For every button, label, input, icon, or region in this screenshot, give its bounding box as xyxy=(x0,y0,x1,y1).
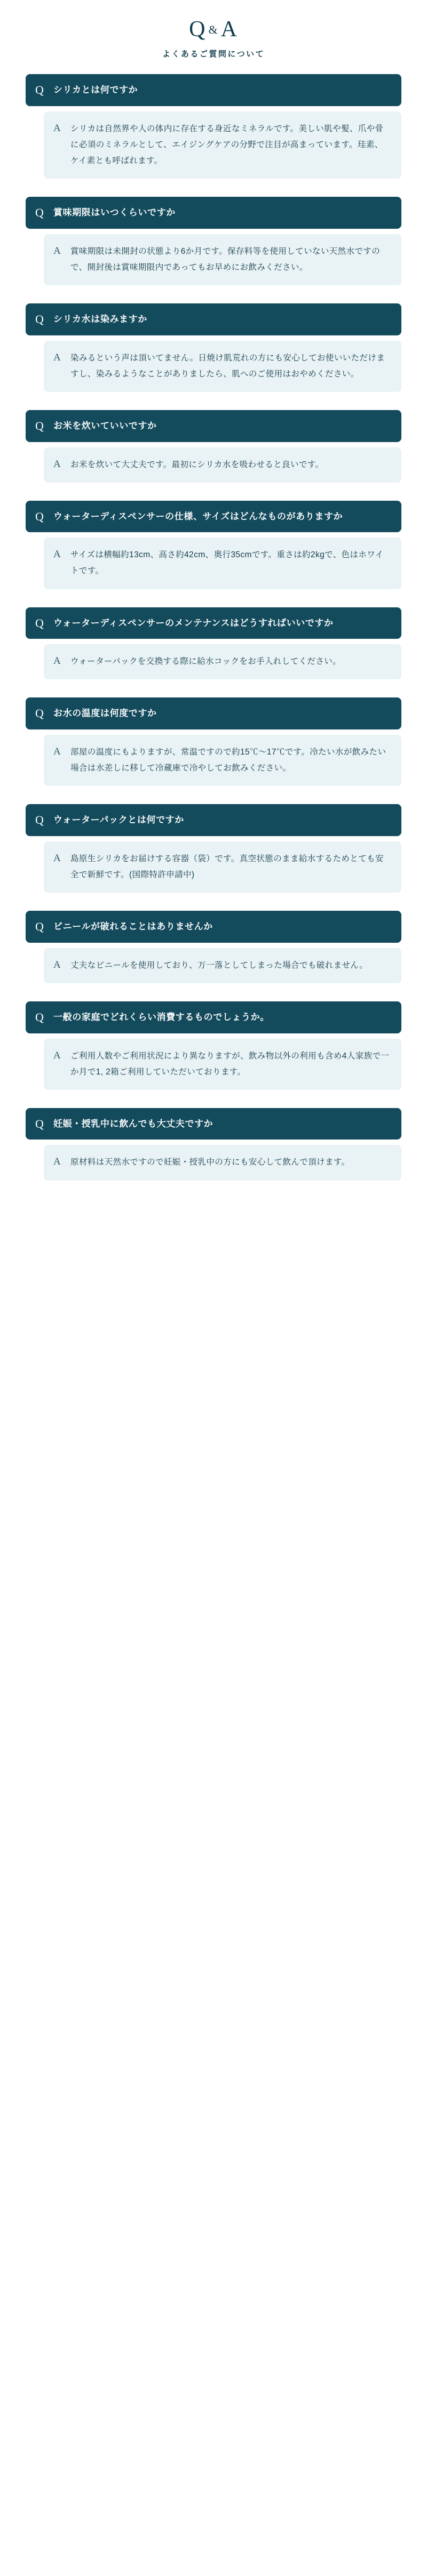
faq-answer xyxy=(44,735,401,786)
faq-answer-text: 島原生シリカをお届けする容器（袋）です。真空状態のまま給水するためとても安全で新鮮です。(国際特許申請中) xyxy=(70,854,384,880)
faq-question[interactable] xyxy=(26,607,401,639)
faq-answer xyxy=(44,841,401,893)
question-mark-label: Q xyxy=(35,1010,44,1024)
answer-mark-label: A xyxy=(53,655,61,667)
faq-question[interactable] xyxy=(26,911,401,943)
question-mark-label: Q xyxy=(35,707,44,720)
faq-question[interactable] xyxy=(26,410,401,442)
faq-answer xyxy=(44,447,401,483)
question-mark-label: Q xyxy=(35,813,44,827)
faq-answer-text: ご利用人数やご利用状況により異なりますが、飲み物以外の利用も含め4人家族で一か月で1, 2箱ご利用していただいております。 xyxy=(70,1051,390,1077)
question-mark-label: Q xyxy=(35,419,44,433)
faq-item xyxy=(26,303,401,392)
question-mark-label: Q xyxy=(35,83,44,97)
faq-answer xyxy=(44,341,401,392)
faq-item xyxy=(26,911,401,983)
faq-answer xyxy=(44,234,401,285)
faq-question-text: シリカとは何ですか xyxy=(53,85,138,95)
page-title-a: A xyxy=(220,17,238,42)
faq-item xyxy=(26,804,401,893)
page-title-ampersand: & xyxy=(208,23,219,36)
faq-answer-text: 染みるという声は頂いてません。日焼け肌荒れの方にも安心してお使いいただけますし、染みるようなことがありましたら、肌へのご使用はおやめください。 xyxy=(70,353,385,379)
question-mark-label: Q xyxy=(35,616,44,630)
faq-question[interactable] xyxy=(26,74,401,106)
page-header xyxy=(0,0,427,69)
faq-answer xyxy=(44,537,401,589)
faq-answer-text: 丈夫なビニールを使用しており、万一落としてしまった場合でも破れません。 xyxy=(70,960,368,970)
faq-item xyxy=(26,197,401,285)
page-title xyxy=(189,18,238,41)
faq-question[interactable] xyxy=(26,697,401,729)
answer-mark-label: A xyxy=(53,351,61,363)
faq-question[interactable] xyxy=(26,1001,401,1033)
faq-question-text: お米を炊いていいですか xyxy=(53,421,157,431)
faq-question-text: ウォーターディスペンサーのメンテナンスはどうすればいいですか xyxy=(53,617,334,628)
faq-item xyxy=(26,410,401,483)
question-mark-label: Q xyxy=(35,312,44,326)
faq-question[interactable] xyxy=(26,303,401,335)
faq-item xyxy=(26,74,401,179)
faq-question-text: 賞味期限はいつくらいですか xyxy=(53,207,176,218)
question-mark-label: Q xyxy=(35,206,44,220)
faq-question[interactable] xyxy=(26,501,401,533)
faq-answer xyxy=(44,1145,401,1180)
faq-item xyxy=(26,607,401,680)
faq-answer-text: シリカは自然界や人の体内に存在する身近なミネラルです。美しい肌や髪、爪や骨に必須のミネラルとして、エイジングケアの分野で注目が高まっています。珪素、ケイ素とも呼ばれます。 xyxy=(70,124,384,165)
faq-answer xyxy=(44,1039,401,1090)
faq-question-text: ウォーターパックとは何ですか xyxy=(53,815,184,825)
faq-item xyxy=(26,501,401,589)
page-title-q: Q xyxy=(189,17,207,42)
faq-answer-text: 原材料は天然水ですので妊娠・授乳中の方にも安心して飲んで頂けます。 xyxy=(70,1158,350,1167)
faq-question-text: ウォーターディスペンサーの仕様、サイズはどんなものがありますか xyxy=(53,511,343,521)
faq-question-text: ビニールが破れることはありませんか xyxy=(53,921,213,932)
question-mark-label: Q xyxy=(35,920,44,934)
faq-question-text: シリカ水は染みますか xyxy=(53,314,147,325)
answer-mark-label: A xyxy=(53,745,61,757)
answer-mark-label: A xyxy=(53,959,61,970)
answer-mark-label: A xyxy=(53,549,61,560)
faq-answer-text: 賞味期限は未開封の状態より6か月です。保存料等を使用していない天然水ですので、開封後は賞味期限内であってもお早めにお飲みください。 xyxy=(70,246,381,272)
faq-answer-text: ウォーターパックを交換する際に給水コックをお手入れしてください。 xyxy=(70,657,342,667)
answer-mark-label: A xyxy=(53,245,61,256)
faq-answer xyxy=(44,644,401,679)
answer-mark-label: A xyxy=(53,852,61,864)
answer-mark-label: A xyxy=(53,1156,61,1168)
faq-list xyxy=(0,69,427,1231)
faq-question[interactable] xyxy=(26,804,401,836)
faq-item xyxy=(26,1108,401,1181)
faq-answer-text: 部屋の温度にもよりますが、常温ですので約15℃～17℃です。冷たい水が飲みたい場合は水差しに移して冷蔵庫で冷やしてお飲みください。 xyxy=(70,747,386,773)
faq-answer xyxy=(44,111,401,179)
question-mark-label: Q xyxy=(35,1117,44,1130)
faq-question[interactable] xyxy=(26,1108,401,1140)
faq-question-text: お水の温度は何度ですか xyxy=(53,708,157,719)
faq-answer-text: お米を炊いて大丈夫です。最初にシリカ水を吸わせると良いです。 xyxy=(70,460,324,469)
faq-question-text: 一般の家庭でどれくらい消費するものでしょうか。 xyxy=(53,1012,270,1022)
faq-item xyxy=(26,1001,401,1090)
answer-mark-label: A xyxy=(53,1049,61,1061)
faq-question-text: 妊娠・授乳中に飲んでも大丈夫ですか xyxy=(53,1118,213,1129)
faq-answer xyxy=(44,948,401,983)
page-subtitle: よくあるご質問について xyxy=(162,50,265,59)
faq-item xyxy=(26,697,401,786)
faq-answer-text: サイズは横幅約13cm、高さ約42cm、奥行35cmです。重さは約2kgで、色はホワイトです。 xyxy=(70,550,384,576)
question-mark-label: Q xyxy=(35,509,44,523)
answer-mark-label: A xyxy=(53,458,61,470)
faq-question[interactable] xyxy=(26,197,401,229)
answer-mark-label: A xyxy=(53,122,61,134)
